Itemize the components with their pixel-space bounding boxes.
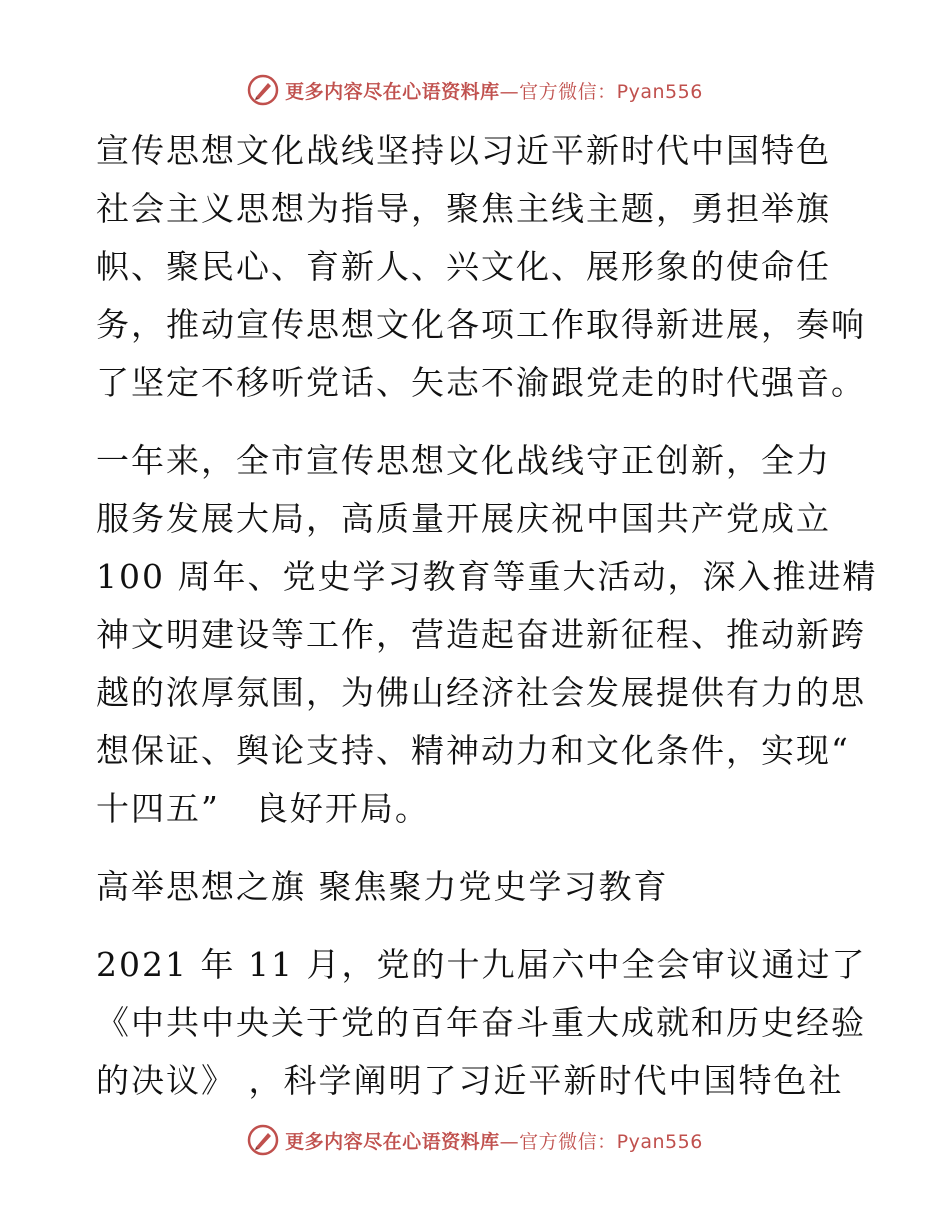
paragraph-line: 100 周年、党史学习教育等重大活动，深入推进精 [96, 557, 878, 596]
paragraph-line: 十四五” 良好开局。 [96, 789, 430, 828]
header-banner [0, 70, 950, 110]
paragraph-line: 的决议》 ，科学阐明了习近平新时代中国特色社 [96, 1061, 844, 1100]
paragraph-line: 社会主义思想为指导，聚焦主线主题，勇担举旗 [96, 189, 831, 228]
paragraph-line: 《中共中央关于党的百年奋斗重大成就和历史经验 [96, 1003, 866, 1042]
section-heading [96, 858, 856, 916]
banner-contact: 官方微信：Pyan556 [519, 1130, 703, 1153]
banner-title: 更多内容尽在心语资料库 [285, 80, 500, 103]
paragraph-line: 越的浓厚氛围，为佛山经济社会发展提供有力的思 [96, 673, 866, 712]
heading-line: 高举思想之旗 聚焦聚力党史学习教育 [96, 867, 669, 906]
document-body [96, 122, 878, 1110]
paragraph-line: 宣传思想文化战线坚持以习近平新时代中国特色 [96, 131, 831, 170]
pen-logo-icon [247, 74, 279, 106]
paragraph-3 [96, 936, 867, 1110]
paragraph-2 [96, 432, 878, 838]
pen-logo-icon [247, 1124, 279, 1156]
paragraph-line: 想保证、舆论支持、精神动力和文化条件，实现“ [96, 731, 850, 770]
paragraph-line: 一年来，全市宣传思想文化战线守正创新，全力 [96, 441, 831, 480]
paragraph-line: 服务发展大局，高质量开展庆祝中国共产党成立 [96, 499, 831, 538]
paragraph-line: 帜、聚民心、育新人、兴文化、展形象的使命任 [96, 247, 831, 286]
paragraph-line: 了坚定不移听党话、矢志不渝跟党走的时代强音。 [96, 363, 866, 402]
banner-text [285, 1127, 703, 1154]
banner-contact: 官方微信：Pyan556 [519, 80, 703, 103]
paragraph-line: 2021 年 11 月，党的十九届六中全会审议通过了 [96, 945, 867, 984]
banner-title: 更多内容尽在心语资料库 [285, 1130, 500, 1153]
banner-separator: — [499, 80, 520, 103]
paragraph-line: 务，推动宣传思想文化各项工作取得新进展，奏响 [96, 305, 866, 344]
banner-separator: — [499, 1130, 520, 1153]
footer-banner [0, 1120, 950, 1160]
banner-text [285, 77, 703, 104]
paragraph-line: 神文明建设等工作，营造起奋进新征程、推动新跨 [96, 615, 866, 654]
paragraph-1 [96, 122, 866, 412]
